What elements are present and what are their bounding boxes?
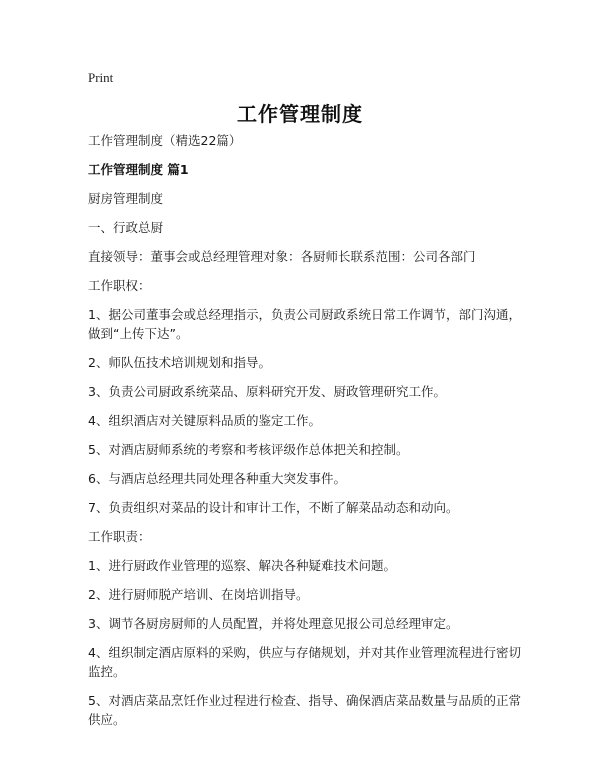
reporting-line: 直接领导：董事会或总经理管理对象：各厨师长联系范围：公司各部门: [88, 249, 476, 264]
duty-item-1: 1、据公司董事会或总经理指示，负责公司厨政系统日常工作调节，部门沟通，做到“上传下达”。: [88, 307, 521, 341]
duties-heading: 工作职权：: [88, 278, 151, 293]
responsibility-item-1: 1、进行厨政作业管理的巡察、解决各种疑难技术问题。: [88, 558, 396, 573]
responsibility-item-5: 5、对酒店菜品烹饪作业过程进行检查、指导、确保酒店菜品数量与品质的正常供应。: [88, 693, 521, 727]
duty-item-2: 2、师队伍技术培训规划和指导。: [88, 355, 271, 370]
responsibility-item-3: 3、调节各厨房厨师的人员配置，并将处理意见报公司总经理审定。: [88, 616, 459, 631]
section-heading: 工作管理制度 篇1: [88, 162, 189, 177]
duty-item-7: 7、负责组织对菜品的设计和审计工作，不断了解菜品动态和动向。: [88, 500, 459, 515]
document-subtitle: 工作管理制度（精选22篇）: [88, 133, 242, 148]
responsibility-item-2: 2、进行厨师脱产培训、在岗培训指导。: [88, 587, 309, 602]
duty-item-4: 4、组织酒店对关键原料品质的鉴定工作。: [88, 413, 321, 428]
kitchen-title: 厨房管理制度: [88, 191, 164, 206]
role-heading: 一、行政总厨: [88, 220, 164, 235]
duty-item-3: 3、负责公司厨政系统菜品、原料研究开发、厨政管理研究工作。: [88, 384, 446, 399]
print-label[interactable]: Print: [88, 70, 114, 85]
document-title: 工作管理制度: [237, 102, 363, 126]
duty-item-6: 6、与酒店总经理共同处理各种重大突发事件。: [88, 471, 346, 486]
duty-item-5: 5、对酒店厨师系统的考察和考核评级作总体把关和控制。: [88, 442, 409, 457]
document-body: [88, 131, 526, 739]
responsibility-item-4: 4、组织制定酒店原料的采购，供应与存储规划，并对其作业管理流程进行密切监控。: [88, 645, 521, 679]
responsibilities-heading: 工作职责：: [88, 529, 151, 544]
